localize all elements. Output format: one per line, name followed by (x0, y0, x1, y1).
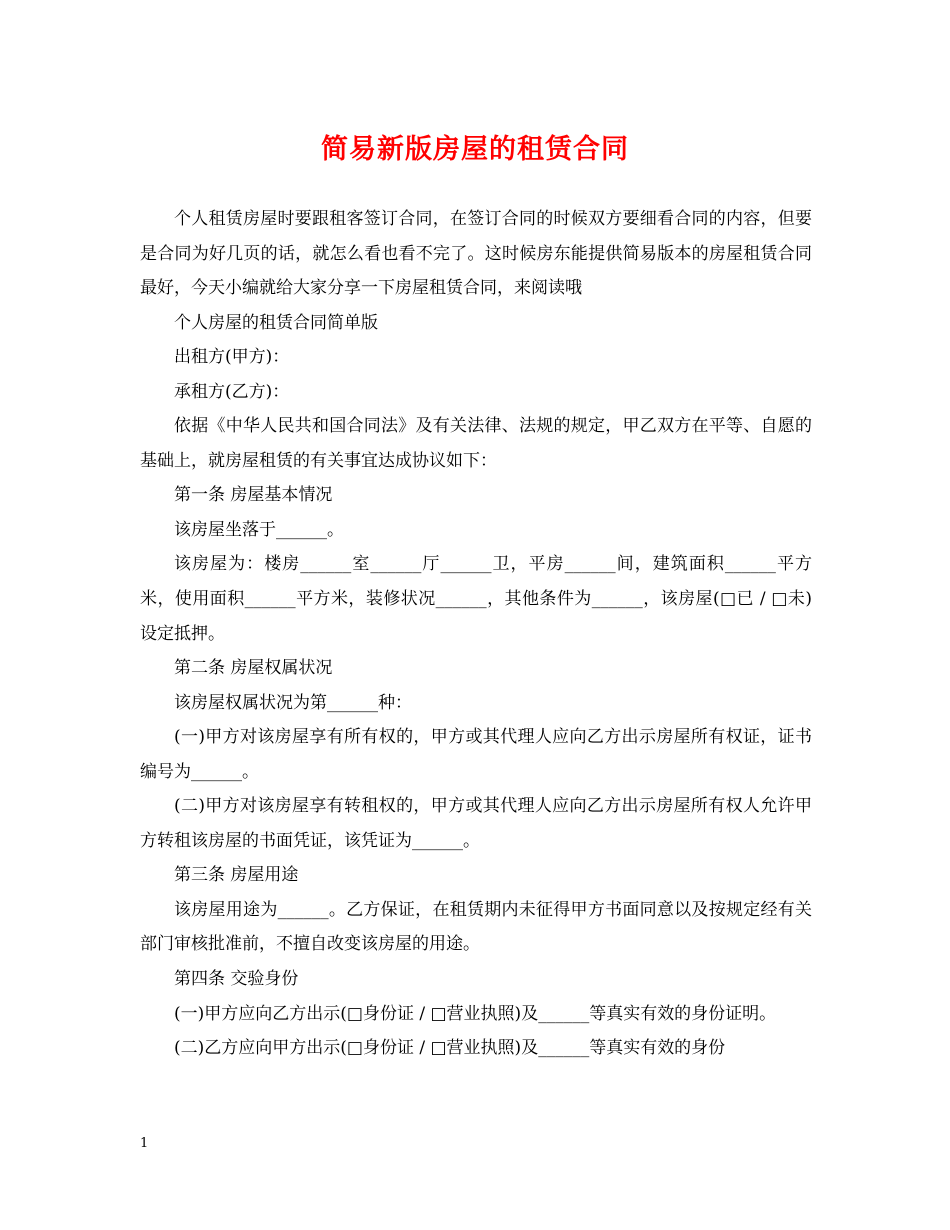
ownership-type-line: 该房屋权属状况为第______种： (174, 692, 412, 713)
house-details-paragraph: 该房屋为：楼房______室______厅______卫，平房______间，建筑面积______平方米，使用面积______平方米，装修状况______，其他条件为______，该房屋(□已 / □未)设定抵押。 (140, 554, 812, 644)
ownership-clause-1: (一)甲方对该房屋享有所有权的，甲方或其代理人应向乙方出示房屋所有权证，证书编号为______。 (140, 727, 812, 782)
article-4-heading: 第四条 交验身份 (174, 969, 299, 990)
page-number: 1 (140, 1136, 149, 1151)
contract-name-line: 个人房屋的租赁合同简单版 (174, 312, 378, 333)
intro-paragraph: 个人租赁房屋时要跟租客签订合同，在签订合同的时候双方要细看合同的内容，但要是合同为好几页的话，就怎么看也看不完了。这时候房东能提供简易版本的房屋租赁合同最好，今天小编就给大家分享一下房屋租赁合同，来阅读哦 (140, 209, 812, 299)
ownership-clause-2: (二)甲方对该房屋享有转租权的，甲方或其代理人应向乙方出示房屋所有权人允许甲方转租该房屋的书面凭证，该凭证为______。 (140, 796, 812, 851)
article-3-heading: 第三条 房屋用途 (174, 865, 299, 886)
identity-clause-2: (二)乙方应向甲方出示(□身份证 / □营业执照)及______等真实有效的身份 (174, 1038, 726, 1059)
identity-clause-1: (一)甲方应向乙方出示(□身份证 / □营业执照)及______等真实有效的身份证明。 (174, 1003, 777, 1024)
house-location-line: 该房屋坐落于______。 (174, 519, 344, 540)
article-2-heading: 第二条 房屋权属状况 (174, 658, 333, 679)
article-1-heading: 第一条 房屋基本情况 (174, 485, 333, 506)
document-title: 简易新版房屋的租赁合同 (321, 134, 629, 165)
lessor-line: 出租方(甲方)： (174, 347, 290, 368)
document-body (140, 202, 812, 1066)
lessee-line: 承租方(乙方)： (174, 381, 290, 402)
legal-basis-paragraph: 依据《中华人民共和国合同法》及有关法律、法规的规定，甲乙双方在平等、自愿的基础上，就房屋租赁的有关事宜达成协议如下： (140, 416, 812, 471)
house-usage-paragraph: 该房屋用途为______。乙方保证，在租赁期内未征得甲方书面同意以及按规定经有关部门审核批准前，不擅自改变该房屋的用途。 (140, 899, 812, 955)
